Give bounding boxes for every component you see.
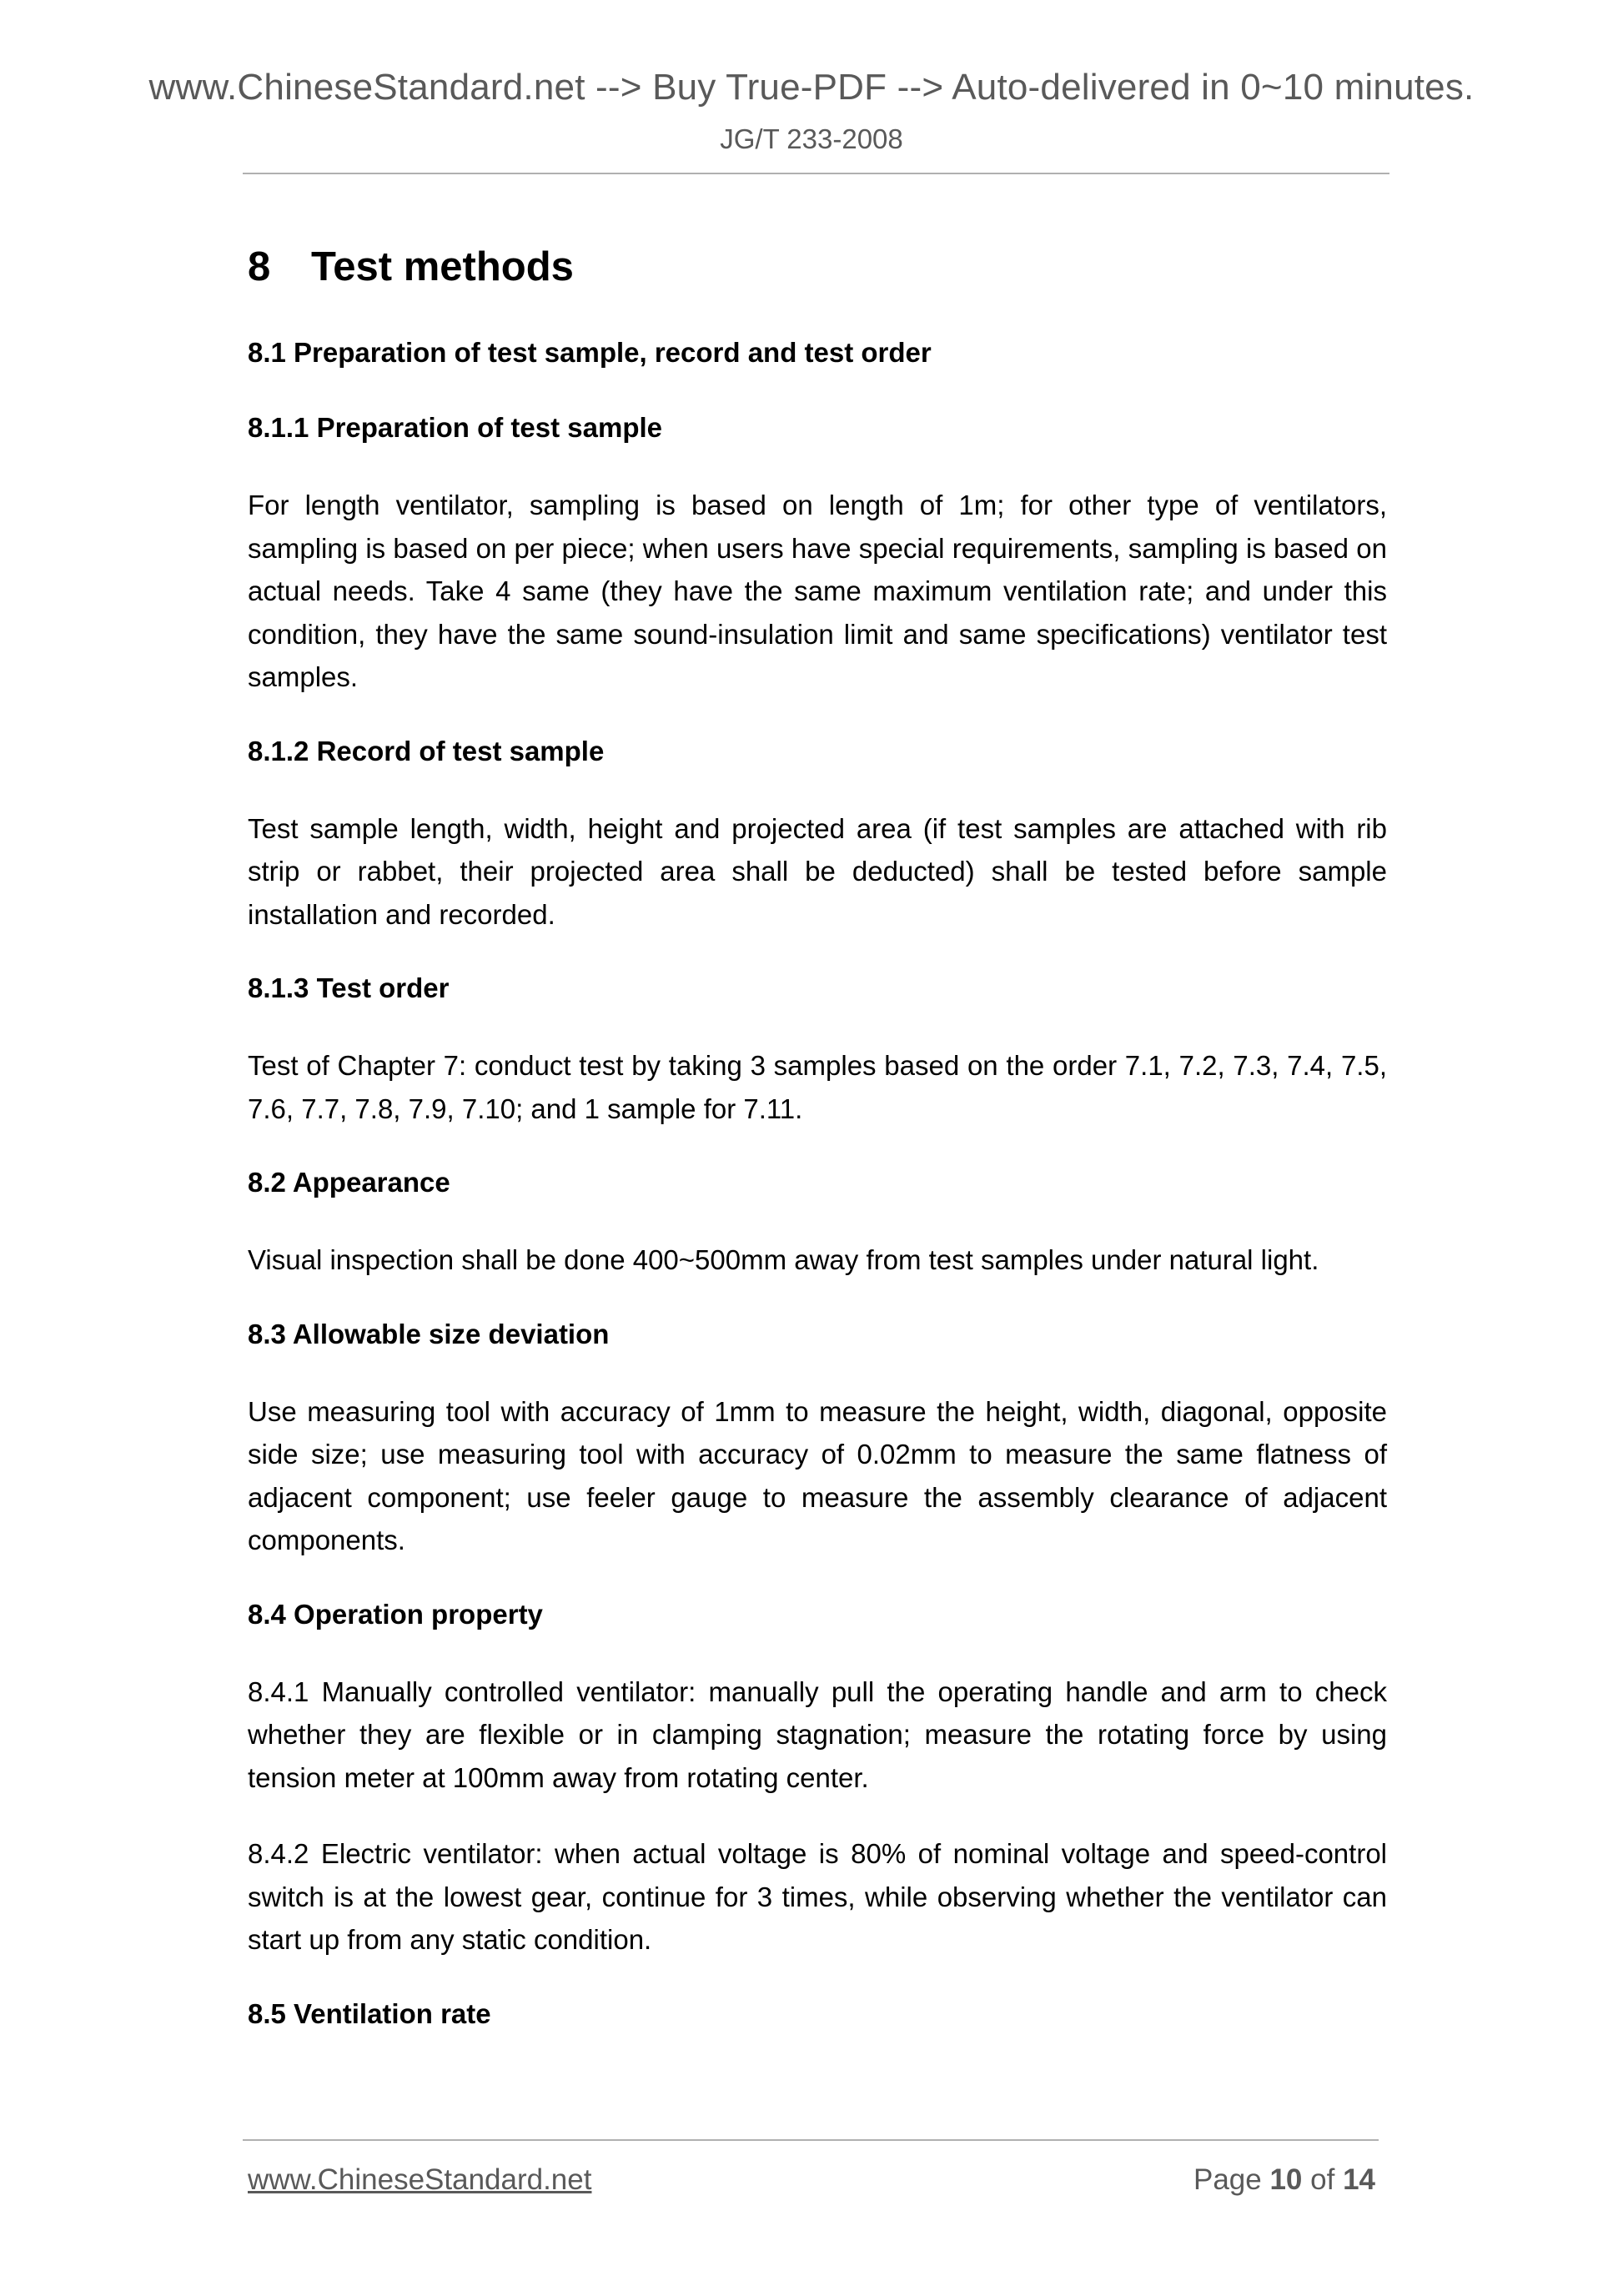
section-8-4-2-body: 8.4.2 Electric ventilator: when actual voltage is 80% of nominal voltage and speed-control switch is at the lowest gear, continue for 3 times, while observing whether the ventilator can start up from any static condition. — [248, 1838, 1387, 1955]
header-divider — [243, 173, 1389, 174]
chapter-title-text: Test methods — [311, 244, 574, 289]
page-number — [1193, 2160, 1375, 2200]
page-current: 10 — [1269, 2163, 1303, 2196]
section-8-4-heading: 8.4 Operation property — [248, 1598, 543, 1630]
section-8-1-heading: 8.1 Preparation of test sample, record and test order — [248, 337, 932, 368]
section-8-4-1-body: 8.4.1 Manually controlled ventilator: manually pull the operating handle and arm to check whether they are flexible or in clamping stagnation; measure the rotating force by using tension meter at 100mm away from rotating center. — [248, 1676, 1387, 1793]
chapter-title — [248, 240, 1387, 294]
footer-divider — [243, 2139, 1379, 2141]
header-banner: www.ChineseStandard.net --> Buy True-PDF --> Auto-delivered in 0~10 minutes. — [148, 67, 1475, 108]
page-footer — [248, 2160, 1375, 2200]
footer-site-link[interactable]: www.ChineseStandard.net — [248, 2163, 592, 2196]
document-body — [248, 240, 1387, 2070]
section-8-3-heading: 8.3 Allowable size deviation — [248, 1318, 610, 1349]
section-8-1-1-body: For length ventilator, sampling is based on length of 1m; for other type of ventilators, sampling is based on per piece; when users have special requirements, sampling is based on actual needs. Take 4 same (they have the same maximum ventilation rate; and under this condition, they have the same sound-insulation limit and same specifications) ventilator test samples. — [248, 490, 1387, 692]
section-8-3-body: Use measuring tool with accuracy of 1mm to measure the height, width, diagonal, opposite side size; use measuring tool with accuracy of 0.02mm to measure the same flatness of adjacent component; use feeler gauge to measure the assembly clearance of adjacent components. — [248, 1395, 1387, 1555]
page-of: of — [1310, 2163, 1335, 2196]
section-8-1-2-heading: 8.1.2 Record of test sample — [248, 735, 605, 766]
section-8-1-1-heading: 8.1.1 Preparation of test sample — [248, 412, 663, 443]
standard-code: JG/T 233-2008 — [720, 123, 903, 154]
section-8-2-heading: 8.2 Appearance — [248, 1167, 450, 1198]
chapter-number: 8 — [248, 244, 271, 289]
page-header — [0, 65, 1623, 158]
section-8-5-heading: 8.5 Ventilation rate — [248, 1997, 491, 2029]
section-8-2-body: Visual inspection shall be done 400~500mm away from test samples under natural light. — [248, 1244, 1319, 1275]
section-8-1-3-body: Test of Chapter 7: conduct test by taking 3 samples based on the order 7.1, 7.2, 7.3, 7.4, 7.5, 7.6, 7.7, 7.8, 7.9, 7.10; and 1 sample for 7.11. — [248, 1050, 1387, 1124]
page-prefix: Page — [1193, 2163, 1262, 2196]
section-8-1-3-heading: 8.1.3 Test order — [248, 972, 450, 1003]
section-8-1-2-body: Test sample length, width, height and projected area (if test samples are attached with rib strip or rabbet, their projected area shall be deducted) shall be tested before sample installation and recorded. — [248, 812, 1387, 930]
page-total: 14 — [1343, 2163, 1375, 2196]
